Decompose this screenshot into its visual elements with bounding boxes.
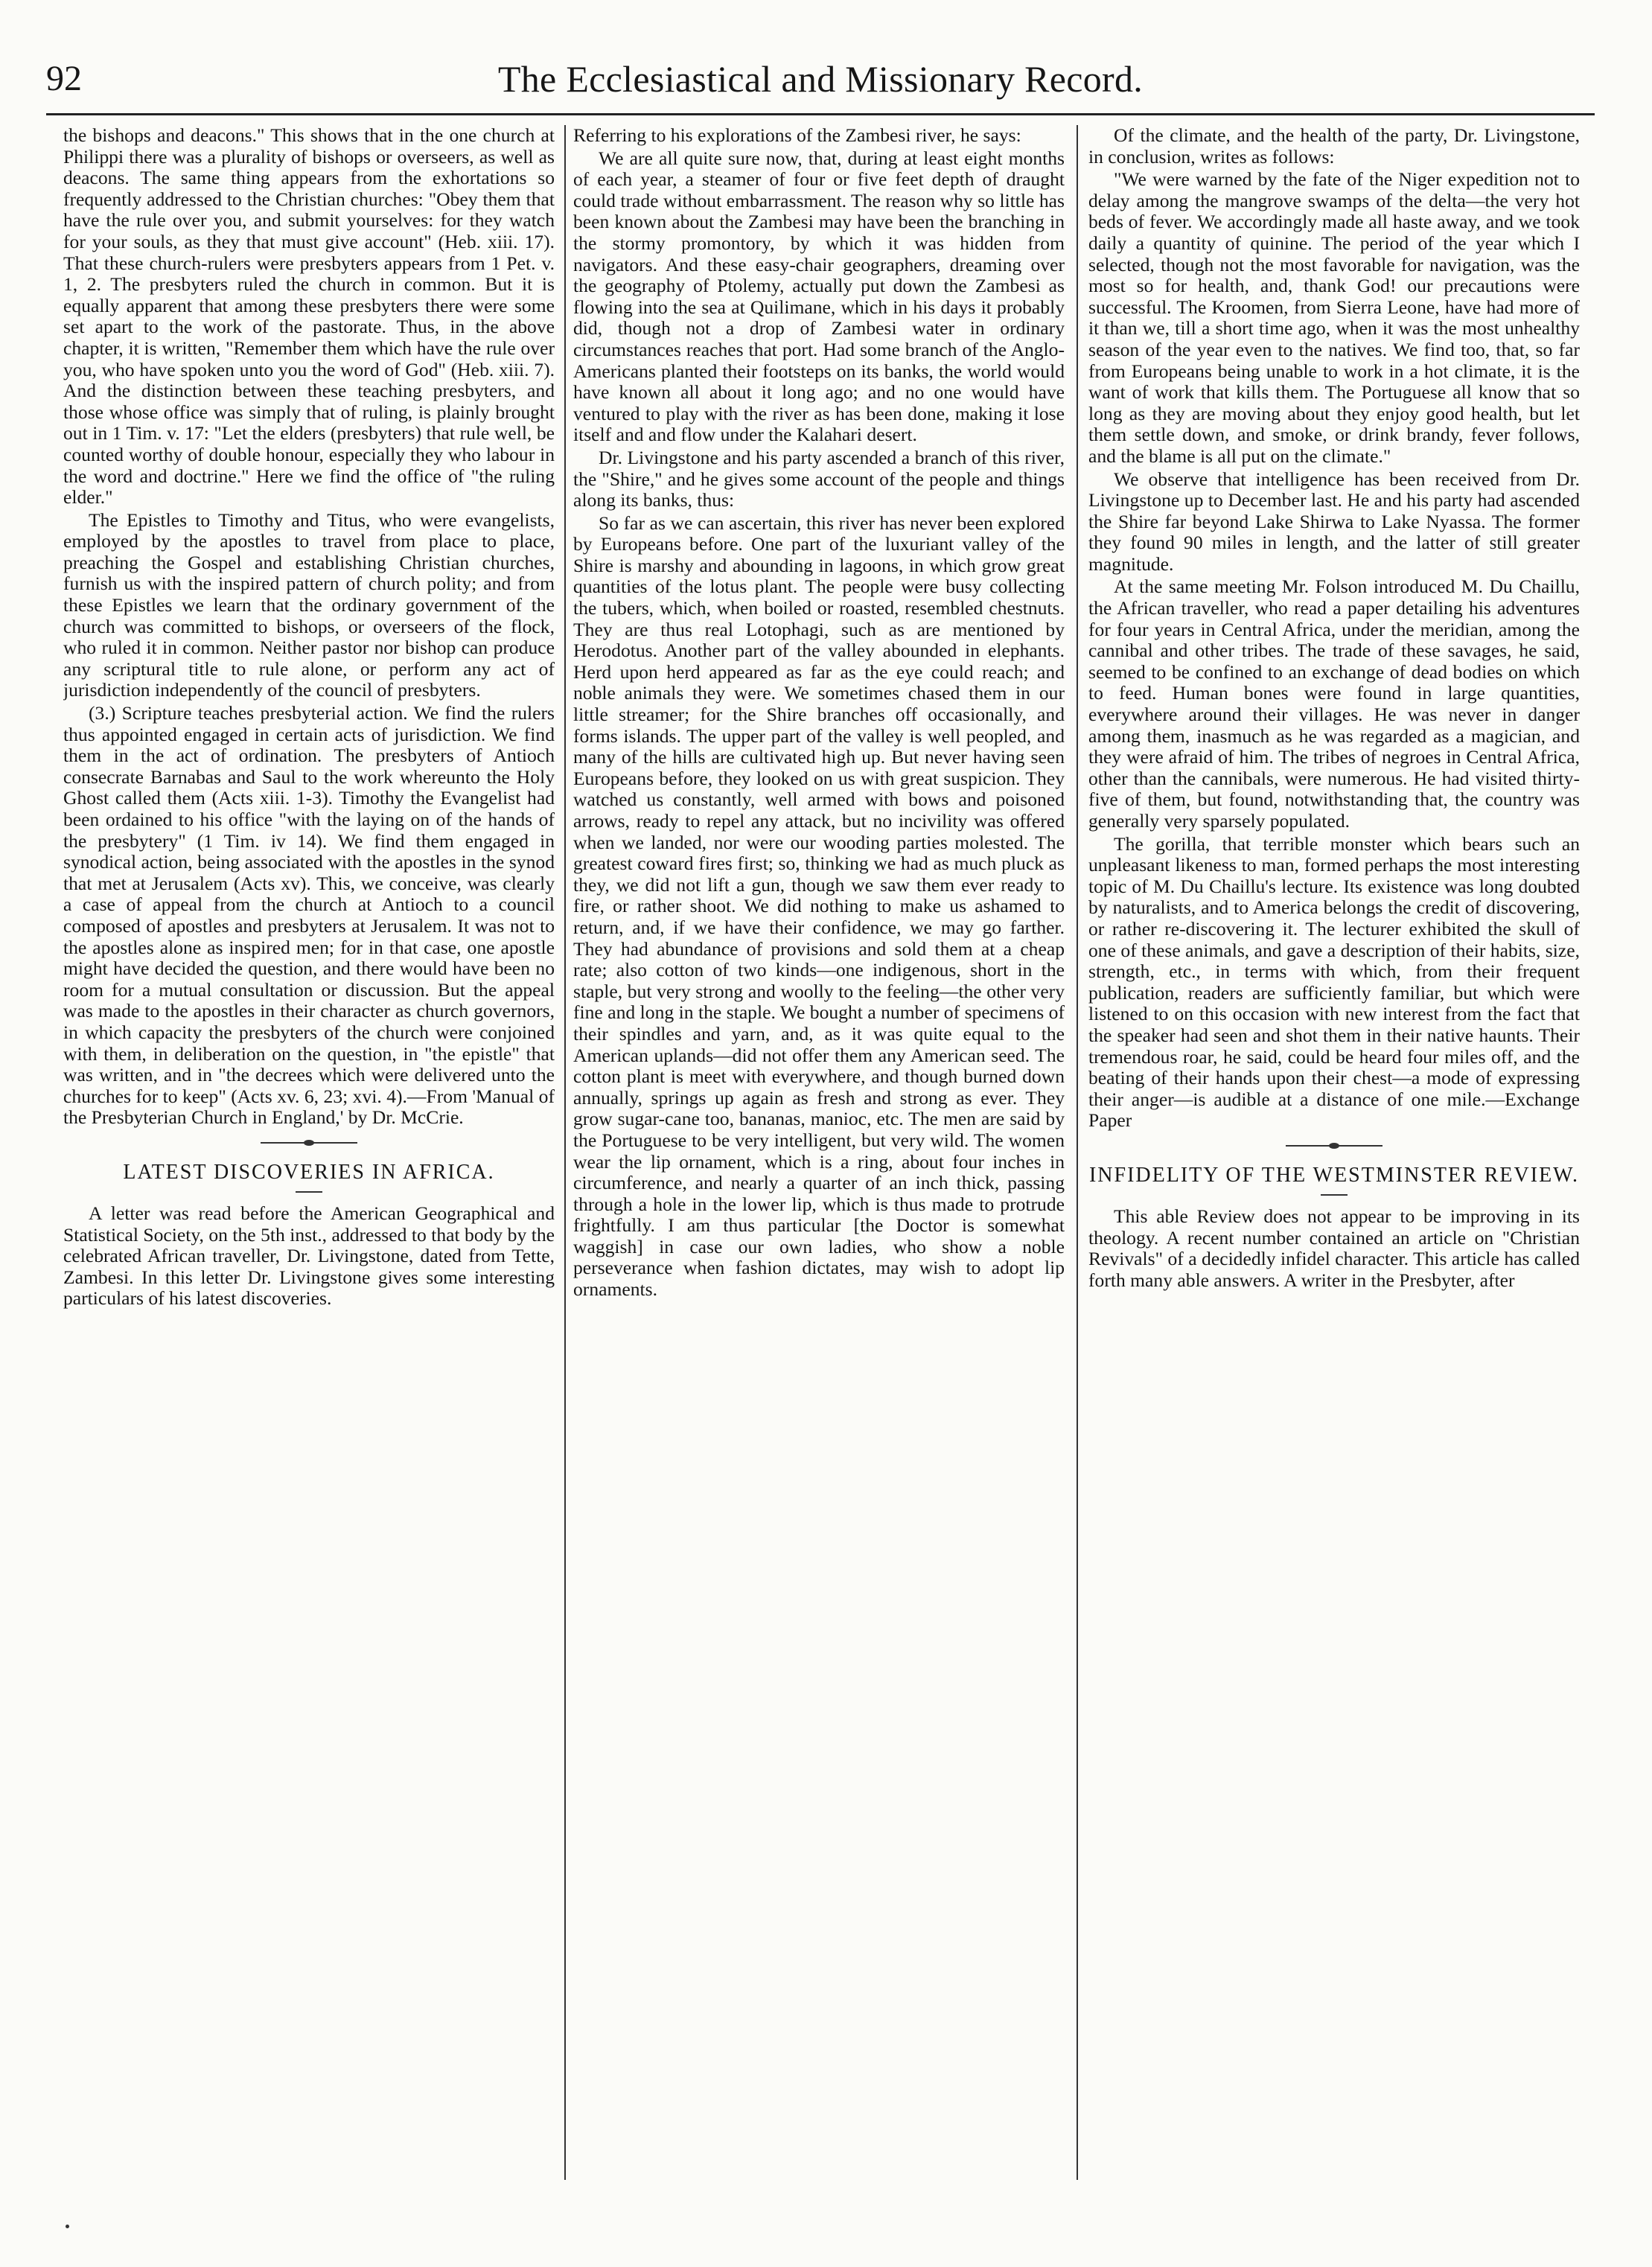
article-paragraph: (3.) Scripture teaches presbyterial action. We find the rulers thus appointed engaged in certain acts of jurisdiction. We find them in the act of ordination. The presbyters of Antioch consecrate Barnabas and Saul to the work whereunto the Holy Ghost called them (Acts xiii. 1-3). Timothy the Evangelist had been ordained to his office "with the laying on of the hands of the presbytery" (1 Tim. iv 14). We find them engaged in synodical action, being associated with the apostles in the synod that met at Jerusalem (Acts xv). This, we conceive, was clearly a case of appeal from the church at Antioch to a council composed of apostles and presbyters at Jerusalem. It was not to the apostles alone as inspired men; for in that case, one apostle might have decided the question, and there would have been no room for a mutual consultation or discussion. But the appeal was made to the apostles in their character as church governors, in which capacity the presbyters of the church were conjoined with them, in deliberation on the question, in "the epistle" that was written, and in "the decrees which were delivered unto the churches for to keep" (Acts xv. 6, 23; xvi. 4).—From 'Manual of the Presbyterian Church in England,' by Dr. McCrie. — [63, 702, 555, 1129]
column-1 — [63, 125, 555, 2187]
title-dash — [296, 1191, 322, 1193]
article-paragraph: We observe that intelligence has been received from Dr. Livingstone up to December last. He and his party had ascended the Shire far beyond Lake Shirwa to Lake Nyassa. The former they found 90 miles in length, and the latter of still greater magnitude. — [1088, 468, 1580, 575]
quoted-paragraph: We are all quite sure now, that, during at least eight months of each year, a steamer of four or five feet depth of draught could trade without embarrassment. The reason why so little has been known about the Zambesi may have been the branching in the stormy promontory, by which it was hidden from navigators. And these easy-chair geographers, dreaming over the geography of Ptolemy, actually put down the Zambesi as flowing into the sea at Quilimane, which in his days it probably did, though not a drop of Zambesi water in ordinary circumstances reaches that port. Had some branch of the Anglo-Americans planted their footsteps on its banks, the world would have known all about it long ago; and no one would have ventured to play with the river as has been done, making it lose itself and and flow under the Kalahari desert. — [573, 147, 1065, 446]
article-paragraph: At the same meeting Mr. Folson introduced M. Du Chaillu, the African traveller, who read a paper detailing his adventures for four years in Central Africa, under the meridian, among the cannibal and other tribes. The trade of these savages, he said, seemed to be confined to an exchange of dead bodies on which to feed. Human bones were found in large quantities, everywhere around their villages. He was never in danger among them, inasmuch as he was regarded as a magician, and they were afraid of him. The tribes of negroes in Central Africa, other than the cannibals, were numerous. He had visited thirty-five of them, but found, notwithstanding that, the country was generally very sparsely populated. — [1088, 575, 1580, 832]
article-paragraph: A letter was read before the American Geographical and Statistical Society, on the 5th inst., addressed to that body by the celebrated African traveller, Dr. Livingstone, dated from Tette, Zambesi. In this letter Dr. Livingstone gives some interesting particulars of his latest discoveries. — [63, 1202, 555, 1310]
print-speck — [66, 2225, 69, 2228]
article-paragraph: The Epistles to Timothy and Titus, who were evangelists, employed by the apostles to travel from place to place, preaching the Gospel and establishing Christian churches, furnish us with the inspired pattern of church polity; and from these Epistles we learn that the ordinary government of the church was committed to bishops, or overseers of the flock, who ruled it in common. Neither pastor nor bishop can produce any scriptural title to rule alone, or perform any act of jurisdiction independently of the council of presbyters. — [63, 508, 555, 701]
article-paragraph: Of the climate, and the health of the party, Dr. Livingstone, in conclusion, writes as follows: — [1088, 125, 1580, 168]
title-dash — [1321, 1194, 1348, 1196]
article-paragraph: the bishops and deacons." This shows that in the one church at Philippi there was a plurality of bishops or overseers, as well as deacons. The same thing appears from the exhortations so frequently addressed to the Christian churches: "Obey them that have the rule over you, and submit yourselves: for they watch for your souls, as they that must give account" (Heb. xiii. 17). That these church-rulers were presbyters appears from 1 Pet. v. 1, 2. The presbyters ruled the church in common. But it is equally apparent that among these presbyters there were some set apart to the work of the pastorate. Thus, in the above chapter, it is written, "Remember them which have the rule over you, who have spoken unto you the word of God" (Heb. xiii. 7). And the distinction between these teaching presbyters, and those whose office was simply that of ruling, is plainly brought out in 1 Tim. v. 17: "Let the elders (presbyters) that rule well, be counted worthy of double honour, especially they who labour in the word and doctrine." Here we find the office of "the ruling elder." — [63, 125, 555, 508]
running-title: The Ecclesiastical and Missionary Record. — [497, 58, 1144, 100]
article-paragraph: Dr. Livingstone and his party ascended a branch of this river, the "Shire," and he gives some account of the people and things along its banks, thus: — [573, 446, 1065, 511]
page-number: 92 — [46, 59, 82, 98]
section-divider — [261, 1142, 357, 1144]
section-title-westminster: INFIDELITY OF THE WESTMINSTER REVIEW. — [1088, 1163, 1580, 1187]
article-paragraph: This able Review does not appear to be improving in its theology. A recent number contained an article on "Christian Revivals" of a decidedly infidel character. This article has called forth many able answers. A writer in the Presbyter, after — [1088, 1205, 1580, 1291]
page-header — [46, 52, 1595, 112]
article-paragraph: Referring to his explorations of the Zambesi river, he says: — [573, 125, 1021, 146]
article-paragraph: The gorilla, that terrible monster which bears such an unpleasant likeness to man, formed perhaps the most interesting topic of M. Du Chaillu's lecture. Its existence was long doubted by naturalists, and to America belongs the credit of discovering, or rather re-discovering it. The lecturer exhibited the skull of one of these animals, and gave a description of their habits, size, strength, etc., in terms with which, from their frequent publication, readers are sufficiently familiar, but which were listened to on this occasion with new interest from the fact that the speaker had seen and shot them in their native haunts. Their tremendous roar, he said, could be heard four miles off, and the beating of their hands upon their chest—a mode of expressing their anger—is audible at a distance of one mile.—Exchange Paper — [1088, 832, 1580, 1132]
column-2 — [573, 125, 1065, 2187]
quoted-paragraph: "We were warned by the fate of the Niger expedition not to delay among the mangrove swamps of the delta—the very hot beds of fever. We accordingly made all haste away, and we took daily a quantity of quinine. The period of the year which I selected, though not the most favorable for navigation, was the most so for health, and, thank God! our precautions were successful. The Kroomen, from Sierra Leone, have had more of it than we, till a short time ago, when it was the most unhealthy season of the year even to the natives. We find too, that, so far from Europeans being unable to work in a hot climate, it is the want of work that kills them. The Portuguese all know that so long as they are moving about they enjoy good health, but let them settle down, and smoke, or drink brandy, fever follows, and the blame is all put on the climate." — [1088, 168, 1580, 467]
section-title-africa: LATEST DISCOVERIES IN AFRICA. — [123, 1160, 495, 1184]
header-rule — [46, 113, 1595, 115]
column-3 — [1088, 125, 1580, 2187]
quoted-paragraph: So far as we can ascertain, this river has never been explored by Europeans before. One part of the luxuriant valley of the Shire is marshy and abounding in lagoons, in which grow great quantities of the lotus plant. The people were busy collecting the tubers, which, when boiled or roasted, resembled chestnuts. They are thus real Lotophagi, such as are mentioned by Herodotus. Another part of the valley abounded in elephants. Herd upon herd appeared as far as the eye could reach; and noble animals they were. We sometimes chased them in our little streamer; for the Shire branches off occasionally, and forms islands. The upper part of the valley is well peopled, and many of the hills are cultivated high up. But never having seen Europeans before, they looked on us with great suspicion. They watched us constantly, well armed with bows and poisoned arrows, ready to repel any attack, but no incivility was offered when we landed, nor were our wooding parties molested. The greatest coward fires first; so, thinking we had as much pluck as they, we did not lift a gun, though we saw them ever ready to fire, or rather shoot. We did nothing to make us ashamed to return, and, if we have their confidence, we may go farther. They had abundance of provisions and sold them at a cheap rate; also cotton of two kinds—one indigenous, short in the staple, but very strong and woolly to the feeling—the other very fine and long in the staple. We bought a number of specimens of their spindles and yarn, and, as it was quite equal to the American uplands—did not offer them any American seed. The cotton plant is meet with everywhere, and though burned down annually, springs up again as fresh and strong as ever. They grow sugar-cane too, bananas, manioc, etc. The men are said by the Portuguese to be very intelligent, but very wild. The women wear the lip ornament, which is a ring, about four inches in circumference, and nearly a quarter of an inch thick, passing through a hole in the lower lip, which is thus made to protrude frightfully. I am thus particular [the Doctor is somewhat waggish] in case our own ladies, who show a noble perseverance when fashion dictates, may wish to adopt lip ornaments. — [573, 511, 1065, 1301]
column-rule-right — [1077, 125, 1078, 2180]
column-rule-left — [564, 125, 566, 2180]
section-divider — [1286, 1145, 1382, 1147]
